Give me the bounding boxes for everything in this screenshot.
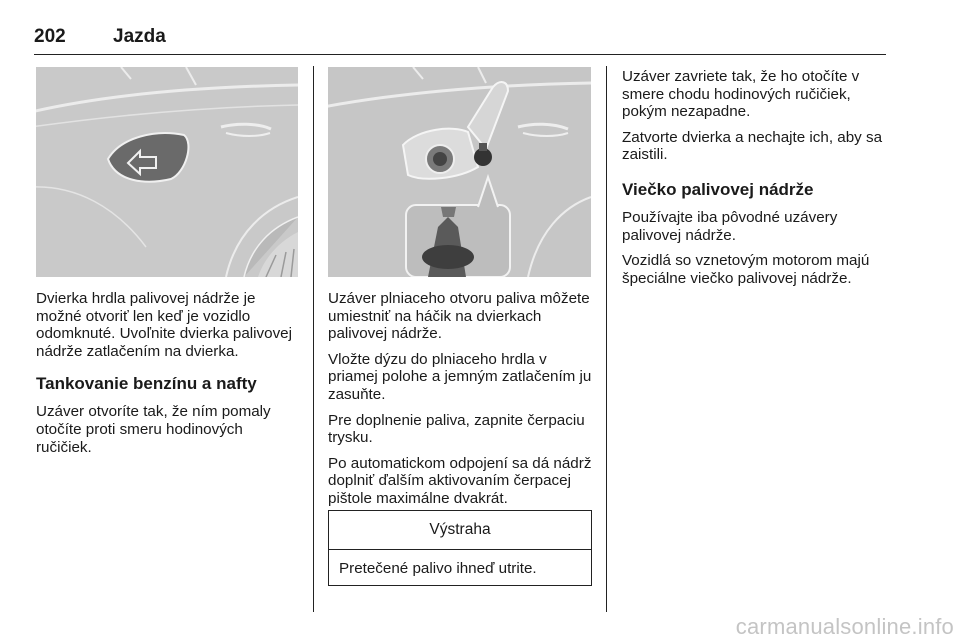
- right-column: [622, 68, 888, 295]
- paragraph: Pre doplnenie paliva, zapnite čerpaciu trysku.: [328, 411, 585, 447]
- paragraph: Dvierka hrdla palivovej nádrže je možné otvoriť len keď je vozidlo odomknuté. Uvoľnite dvierka palivovej nádrže zatlačením na dvierka.: [36, 290, 292, 360]
- fuel-door-open-illustration: [328, 67, 591, 277]
- section-heading: Viečko palivovej nádrže: [622, 179, 814, 199]
- warning-box: [328, 510, 592, 586]
- paragraph: Používajte iba pôvodné uzávery palivovej nádrže.: [622, 208, 838, 244]
- paragraph: Po automatickom odpojení sa dá nádrž doplniť ďalším aktivovaním čerpacej pištole maximálne dvakrát.: [328, 454, 592, 507]
- warning-text: Pretečené palivo ihneď utrite.: [339, 560, 537, 577]
- paragraph: Uzáver plniaceho otvoru paliva môžete umiestniť na háčik na dvierkach palivovej nádrže.: [328, 290, 590, 343]
- paragraph: Uzáver zavriete tak, že ho otočíte v smere chodu hodinových ručičiek, pokým nezapadne.: [622, 68, 860, 121]
- watermark: carmanualsonline.info: [735, 614, 954, 639]
- section-title: Jazda: [113, 26, 166, 47]
- paragraph: Vložte dýzu do plniaceho hrdla v priamej polohe a jemným zatlačením ju zasuňte.: [328, 350, 592, 403]
- paragraph: Vozidlá so vznetovým motorom majú špeciálne viečko palivovej nádrže.: [622, 252, 870, 287]
- paragraph: Zatvorte dvierka a nechajte ich, aby sa zaistili.: [622, 128, 883, 164]
- left-column: [36, 290, 298, 464]
- page-header: [34, 26, 886, 55]
- warning-title: Výstraha: [329, 511, 591, 550]
- fuel-door-closed-illustration: [36, 67, 298, 277]
- middle-column: [328, 290, 594, 516]
- page-number: 202: [34, 26, 66, 47]
- column-divider-right: [606, 66, 607, 612]
- paragraph: Uzáver otvoríte tak, že ním pomaly otočíte proti smeru hodinových ručičiek.: [36, 403, 271, 456]
- column-divider-left: [313, 66, 314, 612]
- section-heading: Tankovanie benzínu a nafty: [36, 374, 257, 394]
